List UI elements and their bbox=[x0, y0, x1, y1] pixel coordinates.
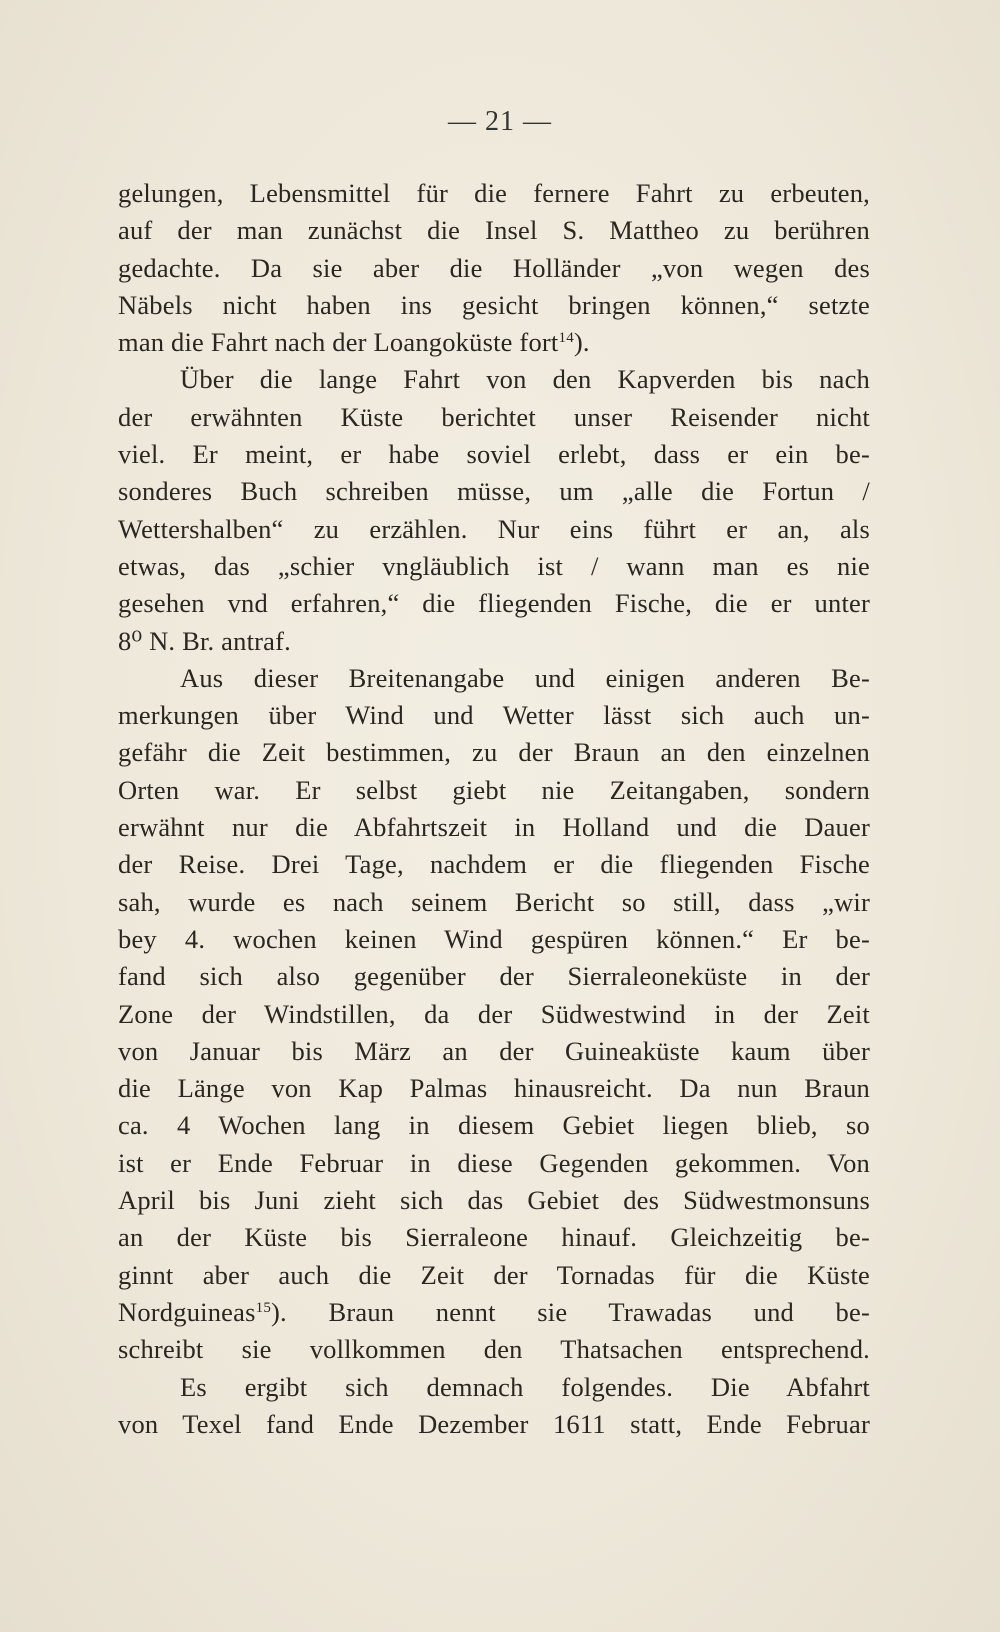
text-line bbox=[118, 623, 870, 660]
text-line-content: erwähnt nur die Abfahrtszeit in Holland und die Dauer bbox=[118, 812, 870, 843]
text-line bbox=[118, 361, 870, 398]
text-line-content: Wettershalben“ zu erzählen. Nur eins führt er an, als bbox=[118, 513, 870, 544]
text-line bbox=[118, 1070, 870, 1107]
text-line-content: gedachte. Da sie aber die Holländer „von wegen des bbox=[118, 252, 870, 283]
text-line-content: ginnt aber auch die Zeit der Tornadas für die Küste bbox=[118, 1259, 870, 1290]
text-line bbox=[118, 1369, 870, 1406]
text-line-continuation: ). bbox=[573, 327, 590, 358]
text-line bbox=[118, 287, 870, 324]
text-line-content: Orten war. Er selbst giebt nie Zeitangaben, sondern bbox=[118, 774, 870, 805]
page-number: — 21 — bbox=[448, 106, 552, 137]
text-line-content: die Länge von Kap Palmas hinausreicht. Da nun Braun bbox=[118, 1073, 870, 1104]
text-line bbox=[118, 1219, 870, 1256]
text-line bbox=[118, 436, 870, 473]
text-line bbox=[118, 772, 870, 809]
footnote-marker: 15 bbox=[255, 1299, 272, 1316]
text-line-content: Aus dieser Breitenangabe und einigen anderen Be- bbox=[180, 662, 870, 693]
text-line bbox=[118, 809, 870, 846]
text-line-content: bey 4. wochen keinen Wind gespüren können.“ Er be- bbox=[118, 923, 870, 954]
text-line-content: ca. 4 Wochen lang in diesem Gebiet liegen blieb, so bbox=[118, 1110, 870, 1141]
text-line bbox=[118, 473, 870, 510]
text-line bbox=[118, 1033, 870, 1070]
text-line-content: Näbels nicht haben ins gesicht bringen können,“ setzte bbox=[118, 289, 870, 320]
text-line bbox=[118, 697, 870, 734]
text-line bbox=[118, 250, 870, 287]
text-line bbox=[118, 399, 870, 436]
text-line-content: Es ergibt sich demnach folgendes. Die Abfahrt bbox=[180, 1371, 870, 1402]
text-line-content: man die Fahrt nach der Loangoküste fort bbox=[118, 327, 559, 358]
text-line bbox=[118, 175, 870, 212]
text-line bbox=[118, 660, 870, 697]
text-line-content: ist er Ende Februar in diese Gegenden gekommen. Von bbox=[118, 1147, 870, 1178]
text-line bbox=[118, 548, 870, 585]
text-line bbox=[118, 1107, 870, 1144]
text-line bbox=[118, 958, 870, 995]
text-line bbox=[118, 1145, 870, 1182]
text-line bbox=[118, 1406, 870, 1443]
text-line-content: gelungen, Lebensmittel für die fernere Fahrt zu erbeuten, bbox=[118, 178, 870, 208]
text-line-content: von Texel fand Ende Dezember 1611 statt, Ende Februar bbox=[118, 1408, 870, 1439]
text-line bbox=[118, 884, 870, 921]
text-line bbox=[118, 1294, 870, 1331]
text-line-content: gefähr die Zeit bestimmen, zu der Braun an den einzelnen bbox=[118, 737, 870, 768]
text-line-content: sah, wurde es nach seinem Bericht so still, dass „wir bbox=[118, 886, 870, 917]
text-line-continuation: ). Braun nennt sie Trawadas und be- bbox=[271, 1296, 870, 1327]
footnote-marker: 14 bbox=[558, 330, 574, 347]
text-line-content: Nordguineas bbox=[118, 1296, 256, 1327]
text-line bbox=[118, 734, 870, 771]
text-line bbox=[118, 1331, 870, 1368]
text-line-content: auf der man zunächst die Insel S. Mattheo zu berühren bbox=[118, 215, 870, 246]
text-line-content: etwas, das „schier vngläublich ist / wann man es nie bbox=[118, 550, 870, 581]
text-line-content: schreibt sie vollkommen den Thatsachen entsprechend. bbox=[118, 1334, 870, 1365]
text-line bbox=[118, 846, 870, 883]
text-line-content: viel. Er meint, er habe soviel erlebt, dass er ein be- bbox=[118, 439, 870, 470]
text-line bbox=[118, 585, 870, 622]
text-line bbox=[118, 996, 870, 1033]
text-line bbox=[118, 324, 870, 361]
text-line-content: fand sich also gegenüber der Sierraleoneküste in der bbox=[118, 961, 870, 992]
text-line-content: Zone der Windstillen, da der Südwestwind in der Zeit bbox=[118, 998, 870, 1029]
text-line-content: gesehen vnd erfahren,“ die fliegenden Fische, die er unter bbox=[118, 588, 870, 619]
text-line-content: Über die lange Fahrt von den Kapverden bis nach bbox=[180, 364, 870, 395]
body-text bbox=[118, 175, 870, 1443]
text-line-content: April bis Juni zieht sich das Gebiet des Südwestmonsuns bbox=[118, 1185, 870, 1216]
text-line bbox=[118, 1182, 870, 1219]
text-line-content: sonderes Buch schreiben müsse, um „alle die Fortun / bbox=[118, 476, 870, 507]
text-line-content: an der Küste bis Sierraleone hinauf. Gleichzeitig be- bbox=[118, 1222, 870, 1253]
text-line bbox=[118, 511, 870, 548]
text-line bbox=[118, 921, 870, 958]
text-line-content: 8⁰ N. Br. antraf. bbox=[118, 625, 291, 656]
text-line bbox=[118, 1257, 870, 1294]
text-line-content: von Januar bis März an der Guineaküste kaum über bbox=[118, 1035, 870, 1066]
text-line bbox=[118, 212, 870, 249]
text-line-content: der erwähnten Küste berichtet unser Reisender nicht bbox=[118, 401, 870, 432]
text-line-content: der Reise. Drei Tage, nachdem er die fliegenden Fische bbox=[118, 849, 870, 880]
text-line-content: merkungen über Wind und Wetter lässt sich auch un- bbox=[118, 700, 870, 731]
